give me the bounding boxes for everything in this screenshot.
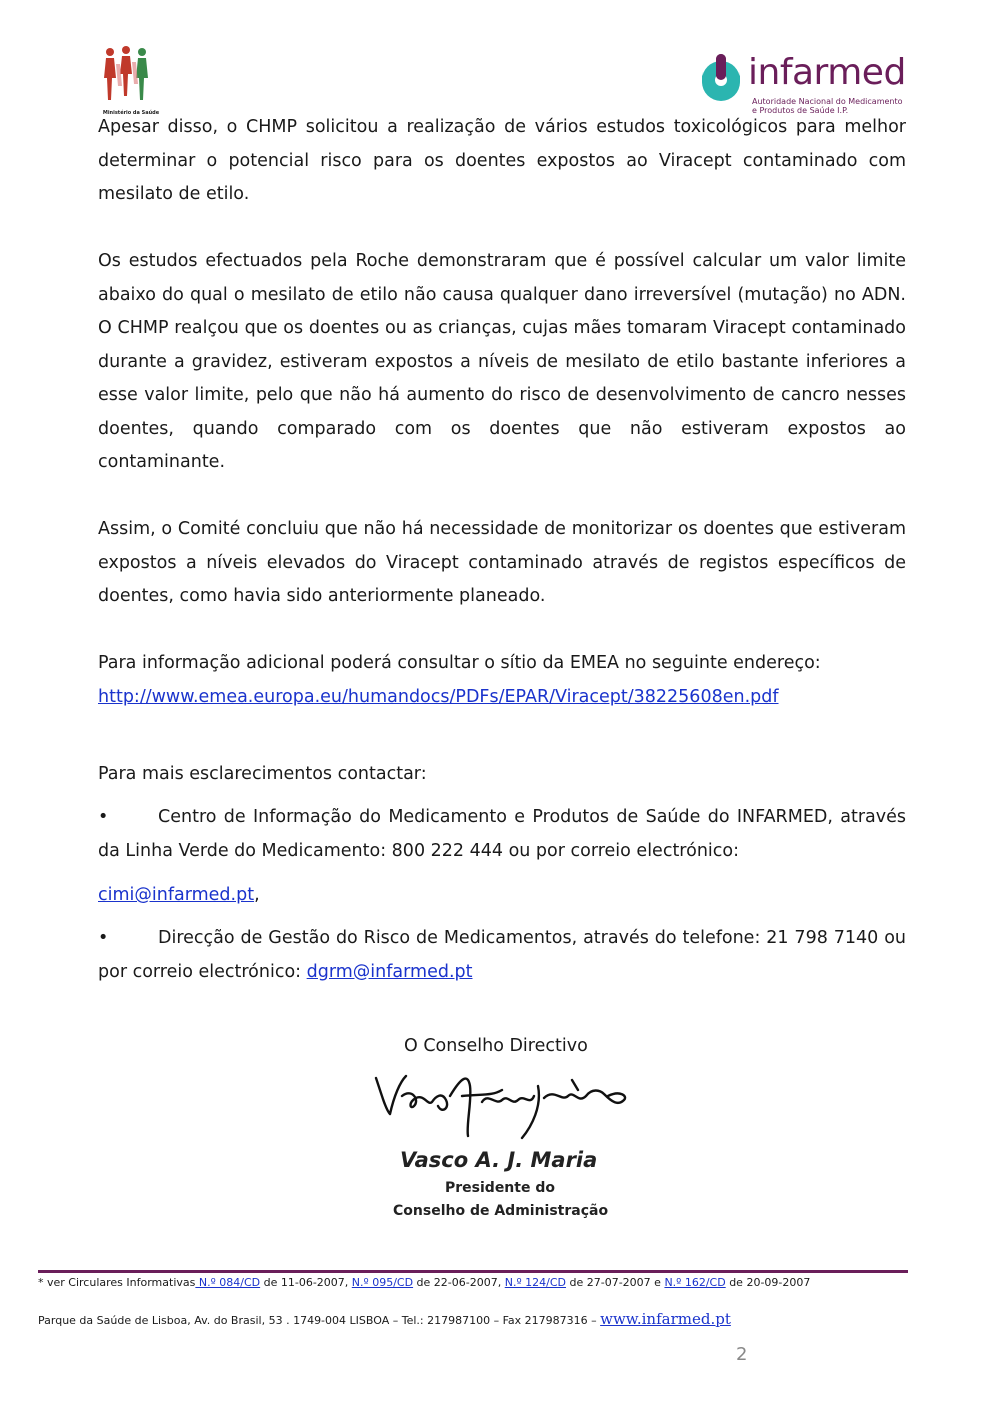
footer-circulares bbox=[38, 1276, 810, 1289]
circular-095-date: de 22-06-2007, bbox=[413, 1276, 505, 1289]
signatory-role-line2: Conselho de Administração bbox=[393, 1203, 609, 1219]
infarmed-wordmark: infarmed bbox=[748, 52, 906, 93]
closing-line: O Conselho Directivo bbox=[404, 1036, 588, 1056]
bullet-icon: • bbox=[98, 807, 109, 827]
infarmed-subtitle-line1: Autoridade Nacional do Medicamento bbox=[752, 97, 903, 106]
ministerio-caption: Ministério da Saúde bbox=[102, 110, 160, 116]
bullet-cimi-text: Centro de Informação do Medicamento e Produtos de Saúde do INFARMED, através da Linha Verde do Medicamento: 800 222 444 ou por correio electrónico: bbox=[98, 807, 906, 861]
circular-084-link[interactable]: N.º 084/CD bbox=[195, 1276, 261, 1289]
circular-124-link[interactable]: N.º 124/CD bbox=[504, 1276, 566, 1289]
circular-095-link[interactable]: N.º 095/CD bbox=[351, 1276, 414, 1289]
paragraph-roche-studies: Os estudos efectuados pela Roche demonstraram que é possível calcular um valor limite abaixo do qual o mesilato de etilo não causa qualquer dano irreversível (mutação) no ADN. O CHMP realçou que os doentes ou as crianças, cujas mães tomaram Viracept contaminado durante a gravidez, estiveram expostos a níveis de mesilato de etilo bastante inferiores a esse valor limite, pelo que não há aumento do risco de desenvolvimento de cancro nesses doentes, quando comparado com os doentes que não estiveram expostos ao contaminante. bbox=[98, 251, 906, 472]
infarmed-subtitle-line2: e Produtos de Saúde I.P. bbox=[752, 106, 849, 115]
dgrm-email-link[interactable]: dgrm@infarmed.pt bbox=[306, 961, 473, 982]
paragraph-toxicology: Apesar disso, o CHMP solicitou a realização de vários estudos toxicológicos para melhor determinar o potencial risco para os doentes expostos ao Viracept contaminado com mesilato de etilo. bbox=[98, 117, 906, 204]
circular-084-date: de 11-06-2007, bbox=[260, 1276, 352, 1289]
emea-link[interactable]: http://www.emea.europa.eu/humandocs/PDFs/EPAR/Viracept/38225608en.pdf bbox=[98, 686, 779, 707]
address-text: Parque da Saúde de Lisboa, Av. do Brasil, 53 . 1749-004 LISBOA – Tel.: 217987100 – Fax 217987316 – bbox=[38, 1314, 601, 1327]
more-info-text: Para informação adicional poderá consultar o sítio da EMEA no seguinte endereço: bbox=[98, 653, 821, 673]
signatory-role-line1: Presidente do bbox=[445, 1180, 555, 1196]
circulares-prefix: * ver Circulares Informativas bbox=[38, 1276, 196, 1289]
cimi-email-suffix: , bbox=[254, 885, 260, 905]
contact-intro: Para mais esclarecimentos contactar: bbox=[98, 764, 427, 784]
circular-124-date: de 27-07-2007 e bbox=[566, 1276, 665, 1289]
contact-bullet-cimi bbox=[98, 801, 906, 868]
bullet-icon: • bbox=[98, 928, 109, 948]
infarmed-logo-icon bbox=[698, 52, 744, 102]
footer-divider bbox=[38, 1270, 908, 1273]
website-link[interactable]: www.infarmed.pt bbox=[600, 1310, 731, 1328]
contact-bullet-dgrm bbox=[98, 922, 906, 989]
circular-162-date: de 20-09-2007 bbox=[725, 1276, 811, 1289]
bullet-dgrm-text: Direcção de Gestão do Risco de Medicamentos, através do telefone: 21 798 7140 ou por correio electrónico: bbox=[98, 928, 906, 982]
page-number: 2 bbox=[736, 1344, 748, 1365]
footer-address bbox=[38, 1310, 731, 1328]
paragraph-more-info bbox=[98, 647, 906, 714]
signatory-name: Vasco A. J. Maria bbox=[400, 1148, 598, 1172]
cimi-email-link[interactable]: cimi@infarmed.pt bbox=[98, 885, 255, 905]
handwritten-signature bbox=[372, 1066, 632, 1146]
circular-162-link[interactable]: N.º 162/CD bbox=[664, 1276, 726, 1289]
ministerio-saude-logo bbox=[98, 44, 160, 118]
paragraph-committee-conclusion: Assim, o Comité concluiu que não há necessidade de monitorizar os doentes que estiveram expostos a níveis elevados do Viracept contaminado através de registos específicos de doentes, como havia sido anteriormente planeado. bbox=[98, 519, 906, 606]
cimi-email-line bbox=[98, 879, 260, 913]
